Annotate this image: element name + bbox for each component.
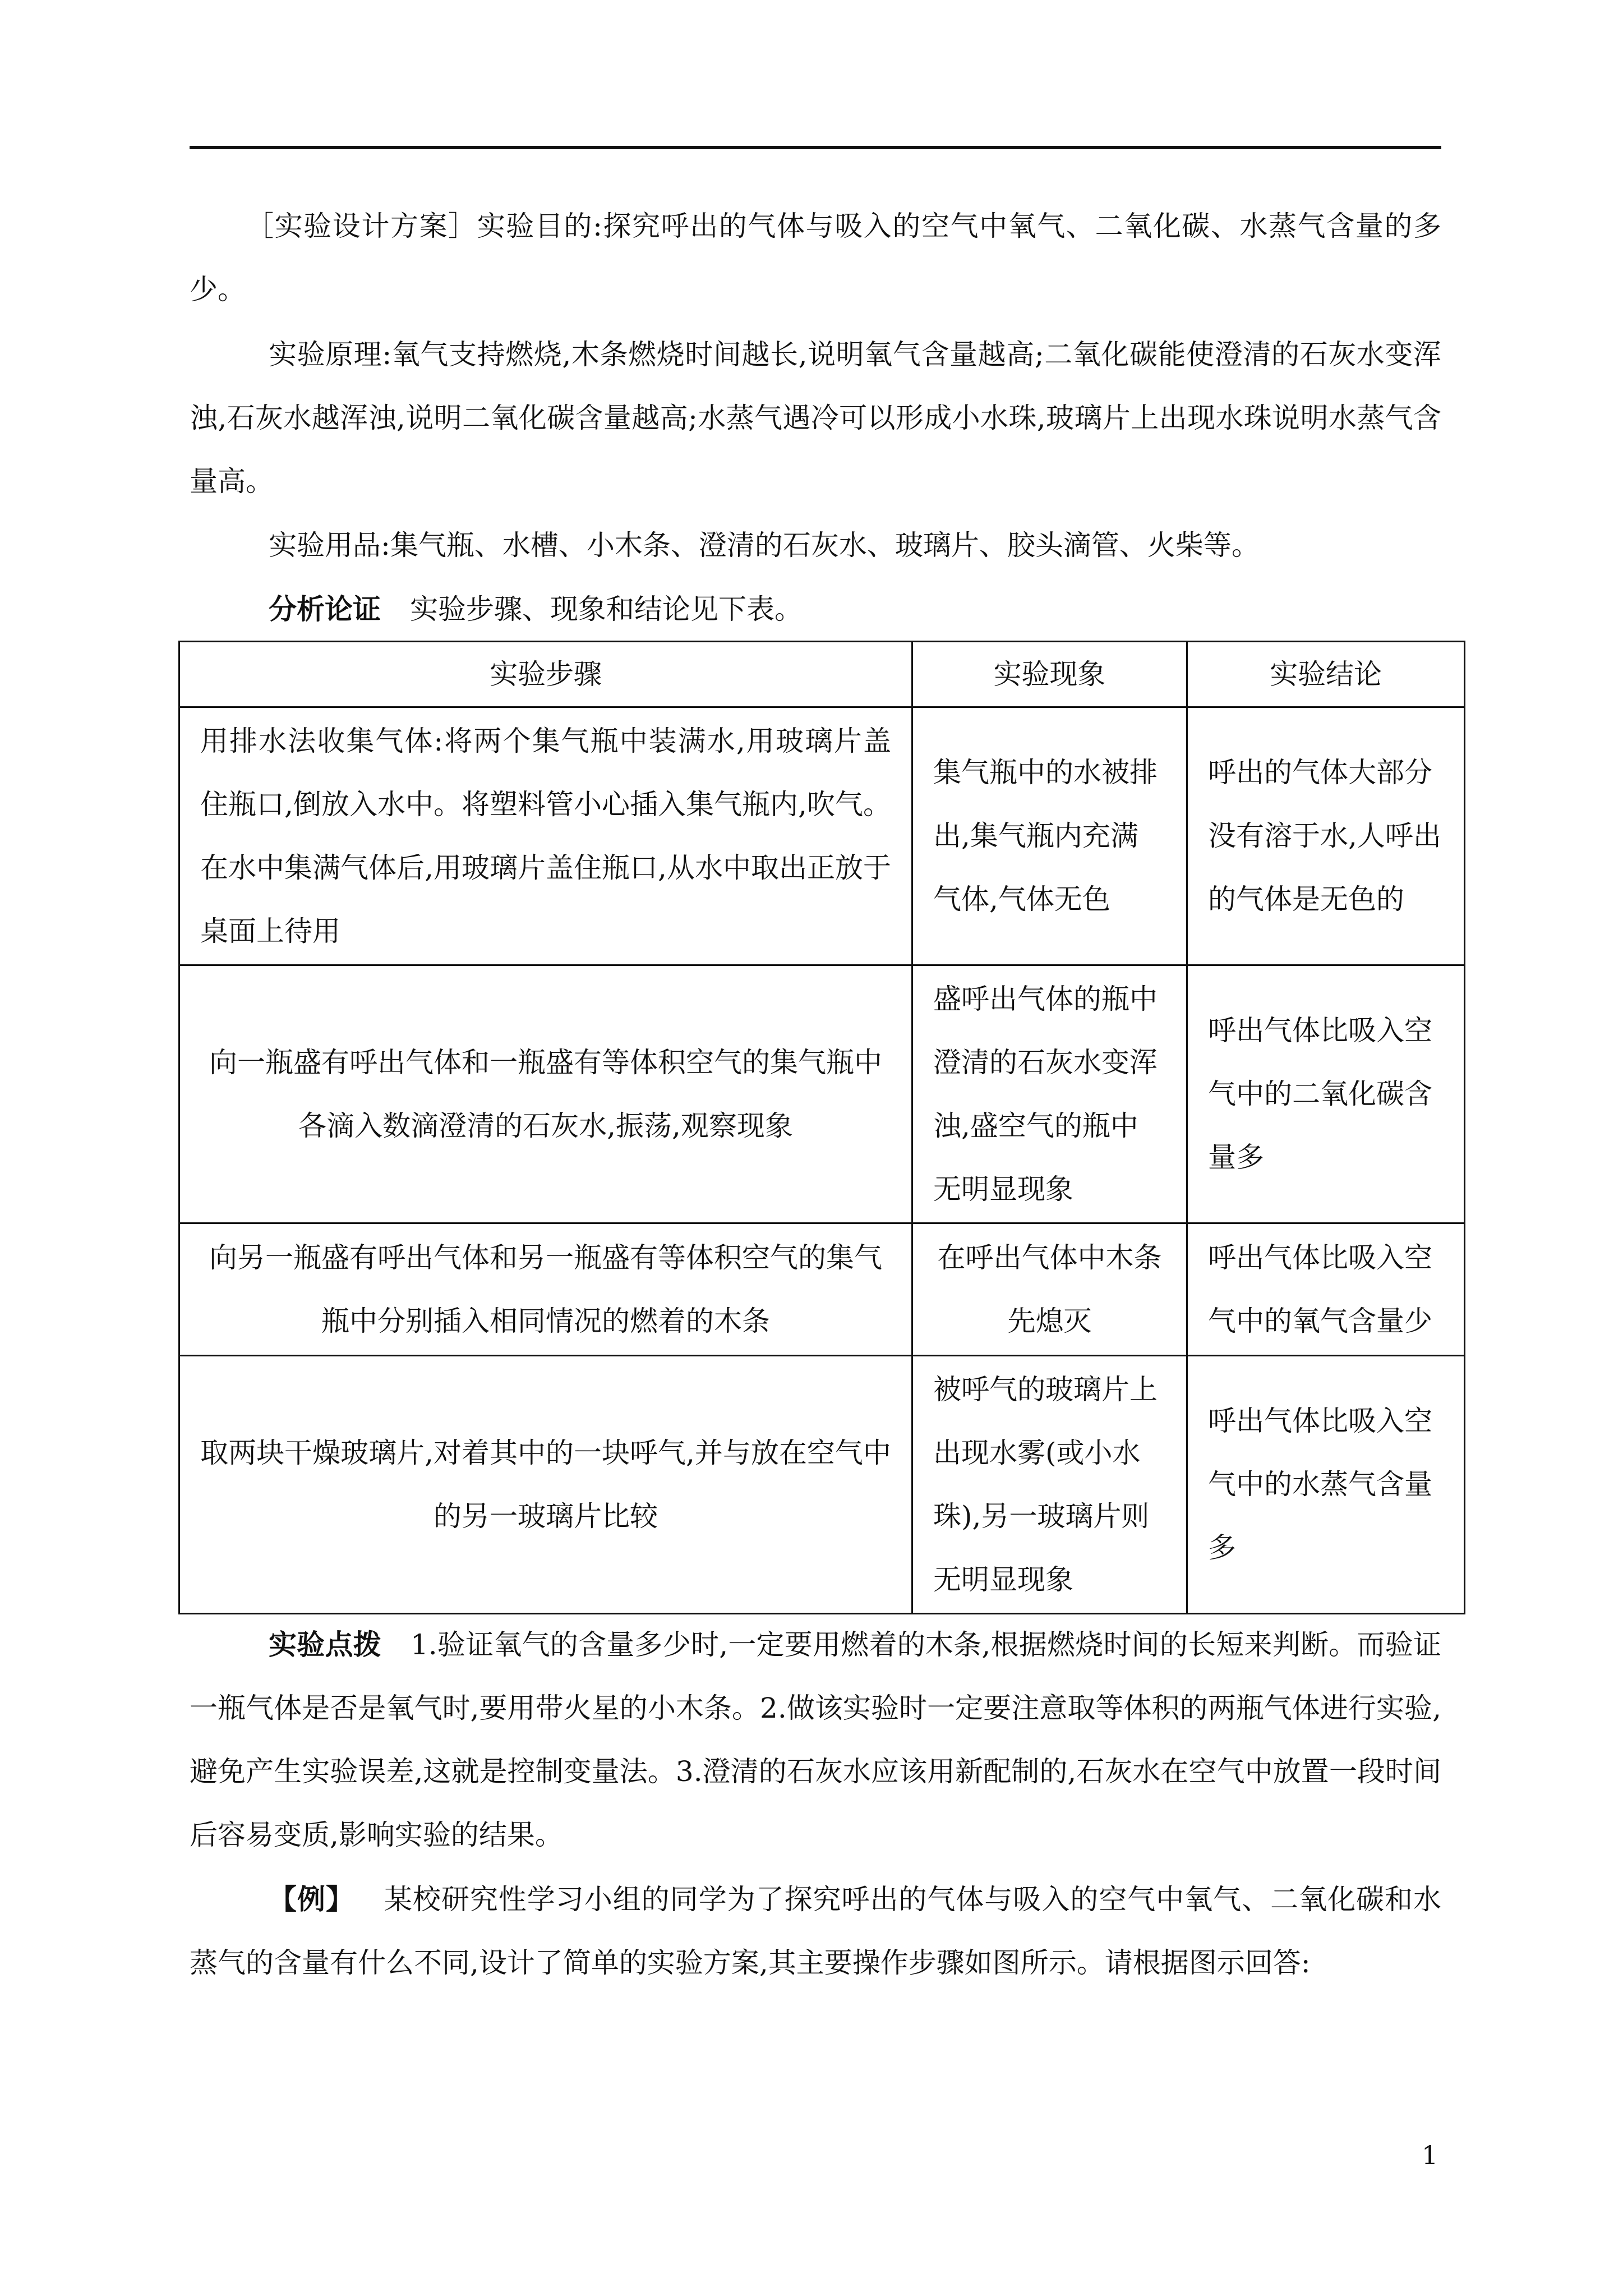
table-row xyxy=(179,1223,1465,1356)
analysis-label: 分析论证 xyxy=(269,592,381,625)
tips-label: 实验点拨 xyxy=(269,1628,381,1661)
cell-phenomenon: 被呼气的玻璃片上出现水雾(或小水珠),另一玻璃片则无明显现象 xyxy=(912,1356,1187,1614)
cell-step: 用排水法收集气体:将两个集气瓶中装满水,用玻璃片盖住瓶口,倒放入水中。将塑料管小心插入集气瓶内,吹气。在水中集满气体后,用玻璃片盖住瓶口,从水中取出正放于桌面上待用 xyxy=(179,707,912,965)
tips-paragraph xyxy=(190,1613,1441,1867)
header-step: 实验步骤 xyxy=(179,642,912,707)
page-number: 1 xyxy=(1422,2140,1438,2170)
cell-conclusion: 呼出气体比吸入空气中的水蒸气含量多 xyxy=(1187,1356,1465,1614)
cell-conclusion: 呼出气体比吸入空气中的二氧化碳含量多 xyxy=(1187,965,1465,1223)
experiment-table xyxy=(178,641,1465,1614)
example-text: 某校研究性学习小组的同学为了探究呼出的气体与吸入的空气中氧气、二氧化碳和水蒸气的含量有什么不同,设计了简单的实验方案,其主要操作步骤如图所示。请根据图示回答: xyxy=(190,1883,1442,1979)
cell-step: 取两块干燥玻璃片,对着其中的一块呼气,并与放在空气中的另一玻璃片比较 xyxy=(179,1356,912,1614)
table-row xyxy=(179,1356,1465,1614)
header-phenomenon: 实验现象 xyxy=(912,642,1187,707)
cell-phenomenon: 集气瓶中的水被排出,集气瓶内充满气体,气体无色 xyxy=(912,707,1187,965)
tips-text: 1.验证氧气的含量多少时,一定要用燃着的木条,根据燃烧时间的长短来判断。而验证一瓶气体是否是氧气时,要用带火星的小木条。2.做该实验时一定要注意取等体积的两瓶气体进行实验,避免产生实验误差,这就是控制变量法。3.澄清的石灰水应该用新配制的,石灰水在空气中放置一段时间后容易变质,影响实验的结果。 xyxy=(190,1628,1442,1851)
example-label: 【例】 xyxy=(269,1883,354,1916)
materials-paragraph: 实验用品:集气瓶、水槽、小木条、澄清的石灰水、玻璃片、胶头滴管、火柴等。 xyxy=(269,529,1260,562)
principle-paragraph: 实验原理:氧气支持燃烧,木条燃烧时间越长,说明氧气含量越高;二氧化碳能使澄清的石灰水变浑浊,石灰水越浑浊,说明二氧化碳含量越高;水蒸气遇冷可以形成小水珠,玻璃片上出现水珠说明水蒸气含量高。 xyxy=(190,338,1441,498)
cell-phenomenon: 在呼出气体中木条先熄灭 xyxy=(912,1223,1187,1356)
analysis-paragraph xyxy=(190,577,1441,641)
table-row xyxy=(179,707,1465,965)
table-header-row xyxy=(179,642,1465,707)
cell-conclusion: 呼出的气体大部分没有溶于水,人呼出的气体是无色的 xyxy=(1187,707,1465,965)
cell-step: 向一瓶盛有呼出气体和一瓶盛有等体积空气的集气瓶中各滴入数滴澄清的石灰水,振荡,观察现象 xyxy=(179,965,912,1223)
cell-step: 向另一瓶盛有呼出气体和另一瓶盛有等体积空气的集气瓶中分别插入相同情况的燃着的木条 xyxy=(179,1223,912,1356)
cell-phenomenon: 盛呼出气体的瓶中澄清的石灰水变浑浊,盛空气的瓶中无明显现象 xyxy=(912,965,1187,1223)
analysis-text: 实验步骤、现象和结论见下表。 xyxy=(410,593,803,625)
header-rule xyxy=(190,146,1441,149)
example-paragraph xyxy=(190,1867,1441,1995)
design-paragraph: ［实验设计方案］实验目的:探究呼出的气体与吸入的空气中氧气、二氧化碳、水蒸气含量的多少。 xyxy=(190,210,1441,306)
cell-conclusion: 呼出气体比吸入空气中的氧气含量少 xyxy=(1187,1223,1465,1356)
table-row xyxy=(179,965,1465,1223)
header-conclusion: 实验结论 xyxy=(1187,642,1465,707)
